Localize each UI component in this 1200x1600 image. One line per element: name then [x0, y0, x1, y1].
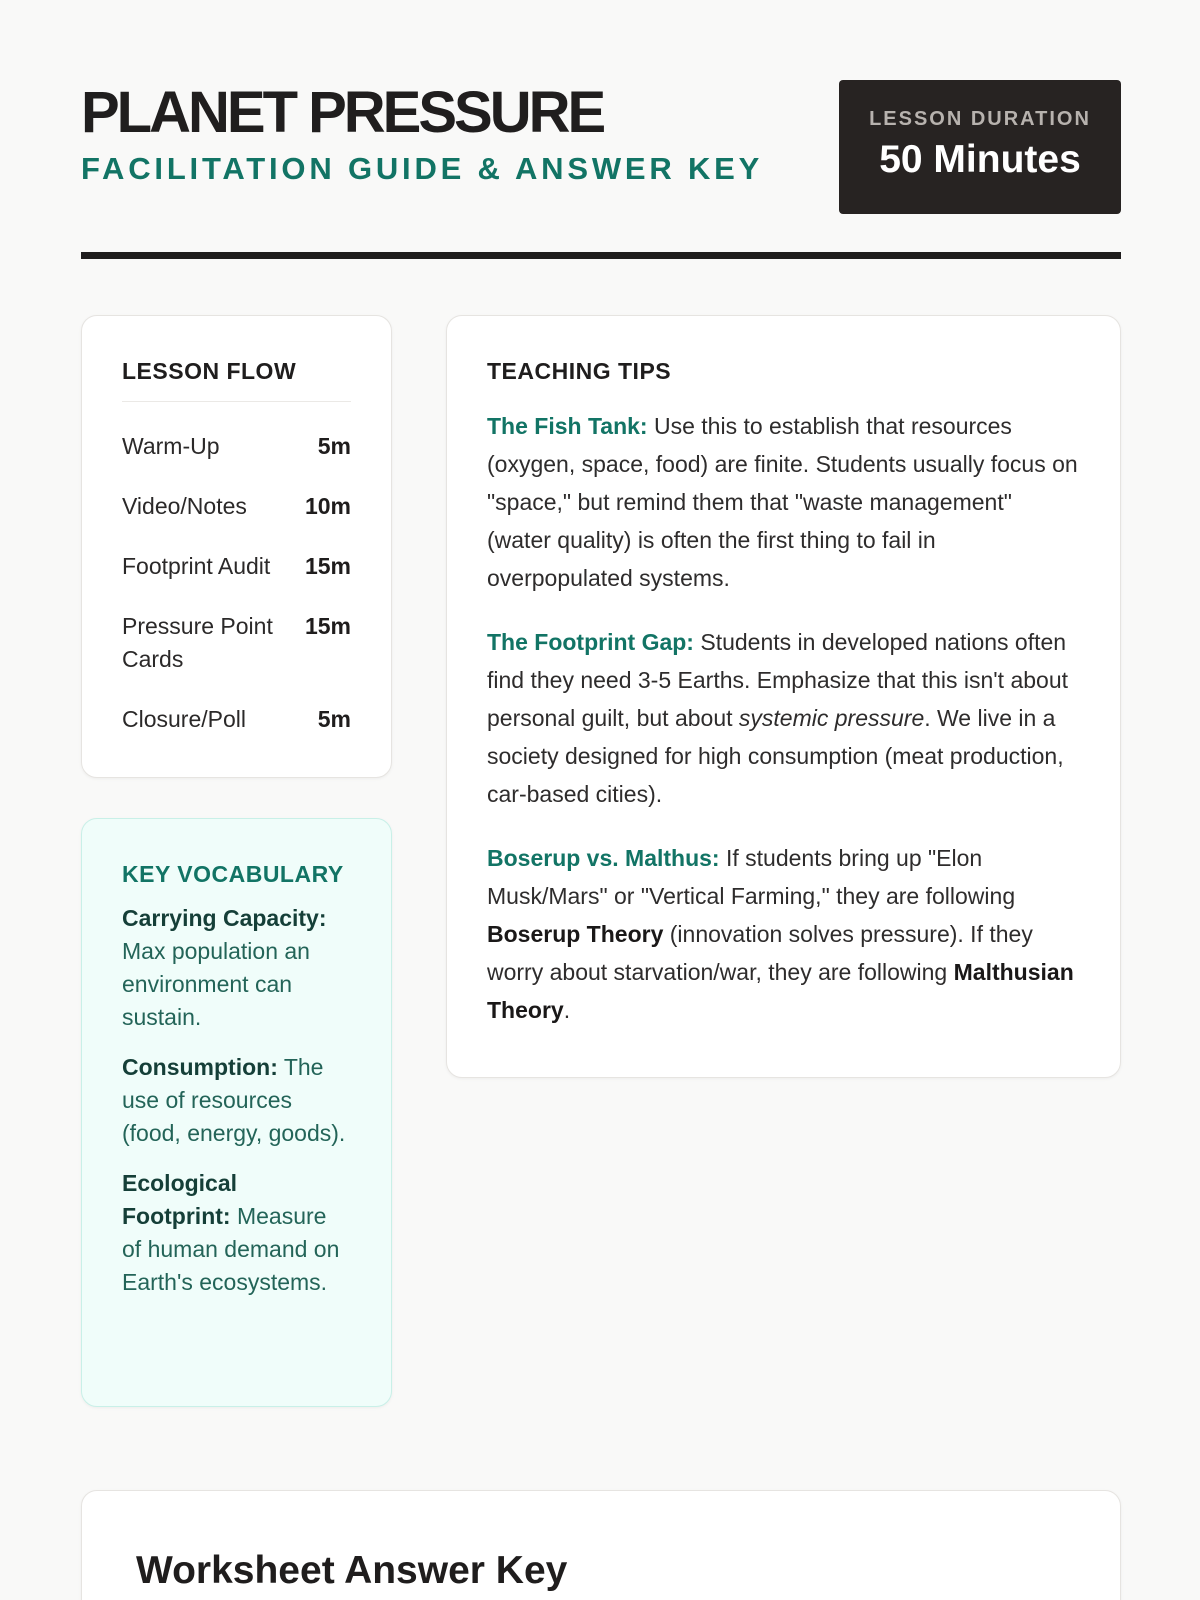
lesson-flow-row: [122, 550, 351, 583]
answer-key-title: Worksheet Answer Key: [136, 1549, 568, 1592]
tip-fish-tank: [487, 407, 1078, 597]
vocab-term: Carrying Capacity:: [122, 905, 327, 931]
tip-bold-term: Boserup Theory: [487, 921, 664, 947]
flow-time: 5m: [317, 433, 351, 459]
tip-text: . We live in a society designed for high consumption (meat production, car-based cities).: [487, 705, 1064, 807]
duration-label: LESSON DURATION: [869, 108, 1091, 130]
lesson-flow-list: [122, 402, 351, 736]
page-subtitle: FACILITATION GUIDE & ANSWER KEY: [81, 151, 764, 186]
tip-text: If students bring up "Elon Musk/Mars" or "Vertical Farming," they are following: [487, 845, 1016, 909]
teaching-tips-card: [446, 315, 1121, 1078]
vocab-term: Ecological Footprint:: [122, 1170, 238, 1229]
tip-text: Students in developed nations often find they need 3-5 Earths. Emphasize that this isn't about personal guilt, but about: [487, 629, 1069, 731]
lesson-flow-row: [122, 430, 351, 463]
header-divider: [81, 252, 1121, 259]
tip-text: (innovation solves pressure). If they worry about starvation/war, they are following: [487, 921, 1033, 985]
lesson-flow-row: [122, 703, 351, 736]
tip-bold-term: Malthusian Theory: [487, 959, 1074, 1023]
answer-key-card: [81, 1490, 1121, 1600]
tip-lead: Boserup vs. Malthus:: [487, 845, 720, 871]
facilitation-guide-page: [81, 0, 1121, 1600]
lesson-flow-heading: LESSON FLOW: [122, 358, 351, 402]
tip-text: .: [563, 997, 571, 1023]
flow-time: 15m: [304, 613, 351, 639]
flow-time: 10m: [304, 493, 351, 519]
flow-step: Warm-Up: [122, 433, 220, 459]
lesson-duration-badge: [839, 80, 1121, 214]
tip-footprint-gap: [487, 623, 1078, 813]
vocab-item: [122, 1051, 351, 1150]
tip-emphasis: systemic pressure: [738, 705, 925, 731]
vocab-item: [122, 902, 351, 1034]
vocab-item: [122, 1167, 351, 1299]
tip-lead: The Fish Tank:: [487, 413, 648, 439]
flow-step: Video/Notes: [122, 493, 247, 519]
vocab-definition: Max population an environment can sustain.: [122, 938, 310, 1030]
vocab-term: Consumption:: [122, 1054, 278, 1080]
lesson-flow-card: [81, 315, 392, 778]
page-header: [81, 80, 1121, 214]
teaching-tips-heading: TEACHING TIPS: [487, 358, 672, 384]
flow-step: Closure/Poll: [122, 706, 246, 732]
flow-step: Pressure Point Cards: [122, 613, 273, 672]
key-vocabulary-card: [81, 818, 392, 1407]
lesson-flow-row: [122, 610, 351, 676]
flow-time: 5m: [317, 706, 351, 732]
vocab-definition: Measure of human demand on Earth's ecosystems.: [122, 1203, 340, 1295]
key-vocabulary-heading: KEY VOCABULARY: [122, 861, 344, 887]
flow-step: Footprint Audit: [122, 553, 271, 579]
lesson-flow-row: [122, 490, 351, 523]
duration-value: 50 Minutes: [879, 138, 1081, 181]
tip-boserup-malthus: [487, 839, 1078, 1029]
page-title: PLANET PRESSURE: [81, 80, 604, 145]
vocab-definition: The use of resources (food, energy, goods).: [122, 1054, 346, 1146]
tip-lead: The Footprint Gap:: [487, 629, 694, 655]
tip-text: Use this to establish that resources (oxygen, space, food) are finite. Students usually focus on "space," but remind them that "waste management" (water quality) is often the first thing to fail in overpopulated systems.: [487, 413, 1078, 591]
flow-time: 15m: [304, 553, 351, 579]
